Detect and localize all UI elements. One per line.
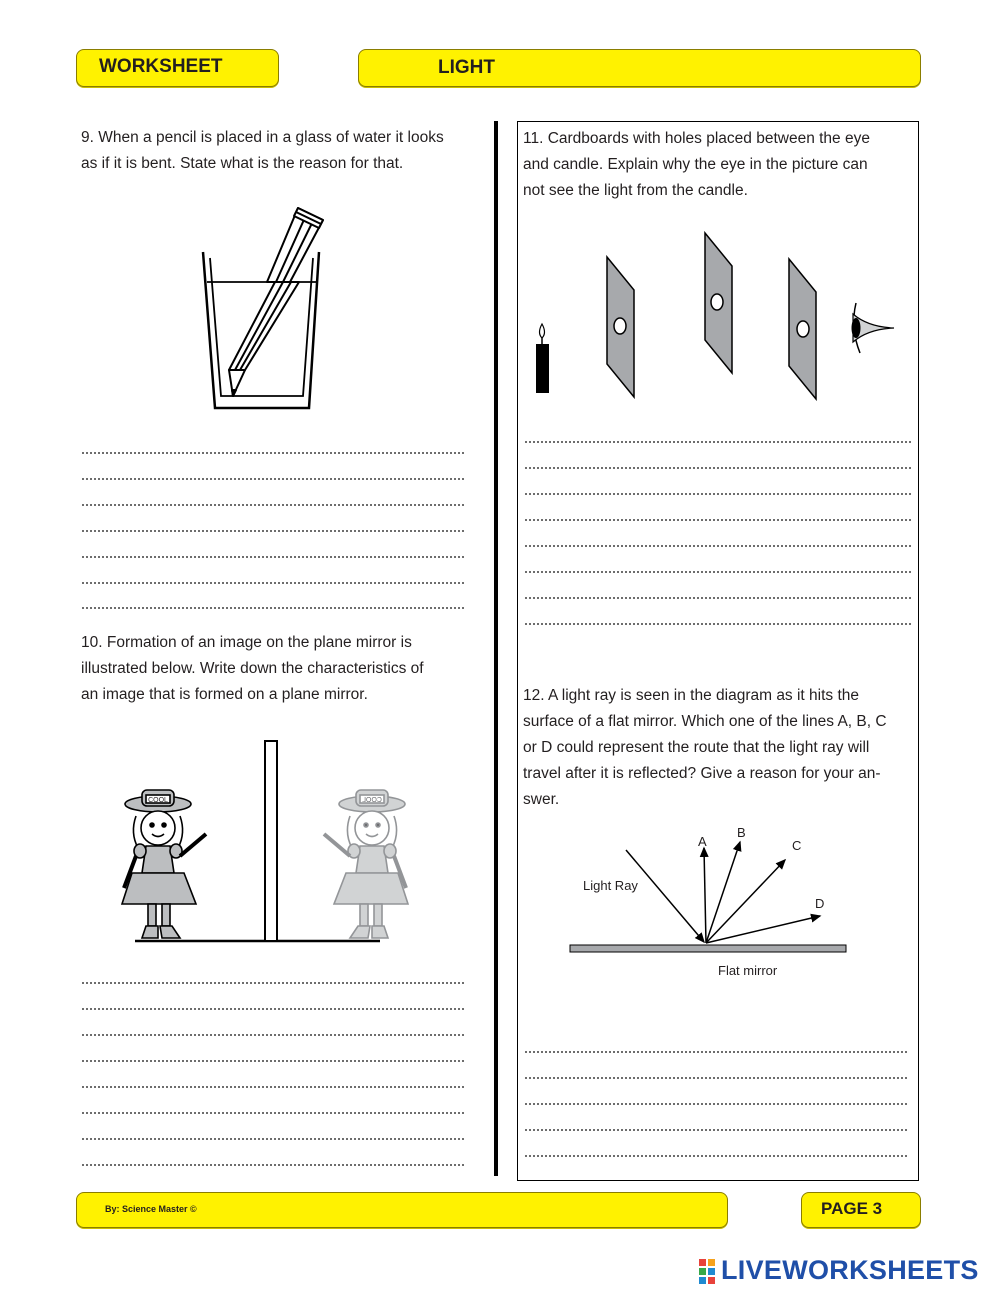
question-10-line-1: 10. Formation of an image on the plane mirror is	[81, 634, 412, 651]
hat-text-mirrored: COOL	[362, 797, 382, 804]
label-c: C	[792, 838, 802, 853]
incident-ray	[626, 850, 704, 942]
question-11-text	[523, 126, 870, 204]
hat-text-object: COOL	[148, 797, 168, 804]
girl-object	[122, 790, 206, 938]
question-9-answer-lines[interactable]	[81, 450, 465, 610]
question-12-line-4: travel after it is reflected? Give a reason for your an-	[523, 765, 881, 782]
page-number-label: PAGE 3	[821, 1199, 883, 1218]
flat-mirror	[570, 945, 846, 952]
question-9-line-2: as if it is bent. State what is the reason for that.	[81, 155, 404, 172]
question-10-line-2: illustrated below. Write down the characteristics of	[81, 660, 424, 677]
worksheet-title: WORKSHEET	[99, 56, 223, 77]
cardboard-2	[705, 233, 732, 373]
label-d: D	[815, 896, 825, 911]
worksheet-header-label	[76, 49, 279, 87]
ray-line-a	[704, 848, 706, 943]
liveworksheets-wordmark: LIVEWORKSHEETS	[721, 1255, 979, 1285]
label-a: A	[698, 834, 707, 849]
question-10-text	[81, 630, 424, 708]
author-footer-bar	[76, 1192, 728, 1228]
cardboard-1	[607, 257, 634, 397]
light-ray-label: Light Ray	[583, 878, 638, 893]
plane-mirror-girl-illustration	[110, 738, 410, 948]
question-9-line-1: 9. When a pencil is placed in a glass of water it looks	[81, 129, 444, 146]
cardboard-3	[789, 259, 816, 399]
flat-mirror-label: Flat mirror	[718, 963, 778, 978]
question-11-line-1: 11. Cardboards with holes placed between the eye	[523, 130, 870, 147]
logo-square-red	[699, 1259, 706, 1266]
author-credit: By: Science Master ©	[105, 1204, 197, 1214]
label-b: B	[737, 825, 746, 840]
ray-line-c	[706, 860, 785, 943]
topic-header-bar	[358, 49, 921, 87]
logo-square-blue-2	[699, 1277, 706, 1284]
question-11-line-2: and candle. Explain why the eye in the picture can	[523, 156, 868, 173]
logo-square-red-2	[708, 1277, 715, 1284]
question-11-answer-lines[interactable]	[524, 439, 912, 629]
candle-icon	[536, 324, 549, 393]
question-12-line-2: surface of a flat mirror. Which one of the lines A, B, C	[523, 713, 887, 730]
question-11-line-3: not see the light from the candle.	[523, 182, 748, 199]
question-12-line-5: swer.	[523, 791, 560, 808]
page-number-badge	[801, 1192, 921, 1228]
topic-title: LIGHT	[438, 57, 495, 78]
question-12-line-1: 12. A light ray is seen in the diagram as it hits the	[523, 687, 860, 704]
logo-square-blue	[708, 1268, 715, 1275]
light-ray-mirror-diagram	[565, 820, 855, 985]
ray-line-b	[706, 842, 740, 943]
girl-mirror-image	[324, 790, 408, 938]
question-12-line-3: or D could represent the route that the light ray will	[523, 739, 870, 756]
ray-line-d	[706, 916, 820, 943]
question-12-answer-lines[interactable]	[524, 1049, 908, 1159]
logo-square-green	[699, 1268, 706, 1275]
question-9-text	[81, 125, 444, 177]
column-divider	[494, 121, 498, 1176]
question-10-answer-lines[interactable]	[81, 980, 466, 1170]
question-10-line-3: an image that is formed on a plane mirror.	[81, 686, 368, 703]
logo-square-orange	[708, 1259, 715, 1266]
candle-cardboards-eye-illustration	[530, 230, 900, 405]
question-12-text	[523, 683, 887, 813]
pencil-in-glass-illustration	[195, 200, 335, 415]
eye-icon	[852, 303, 895, 353]
